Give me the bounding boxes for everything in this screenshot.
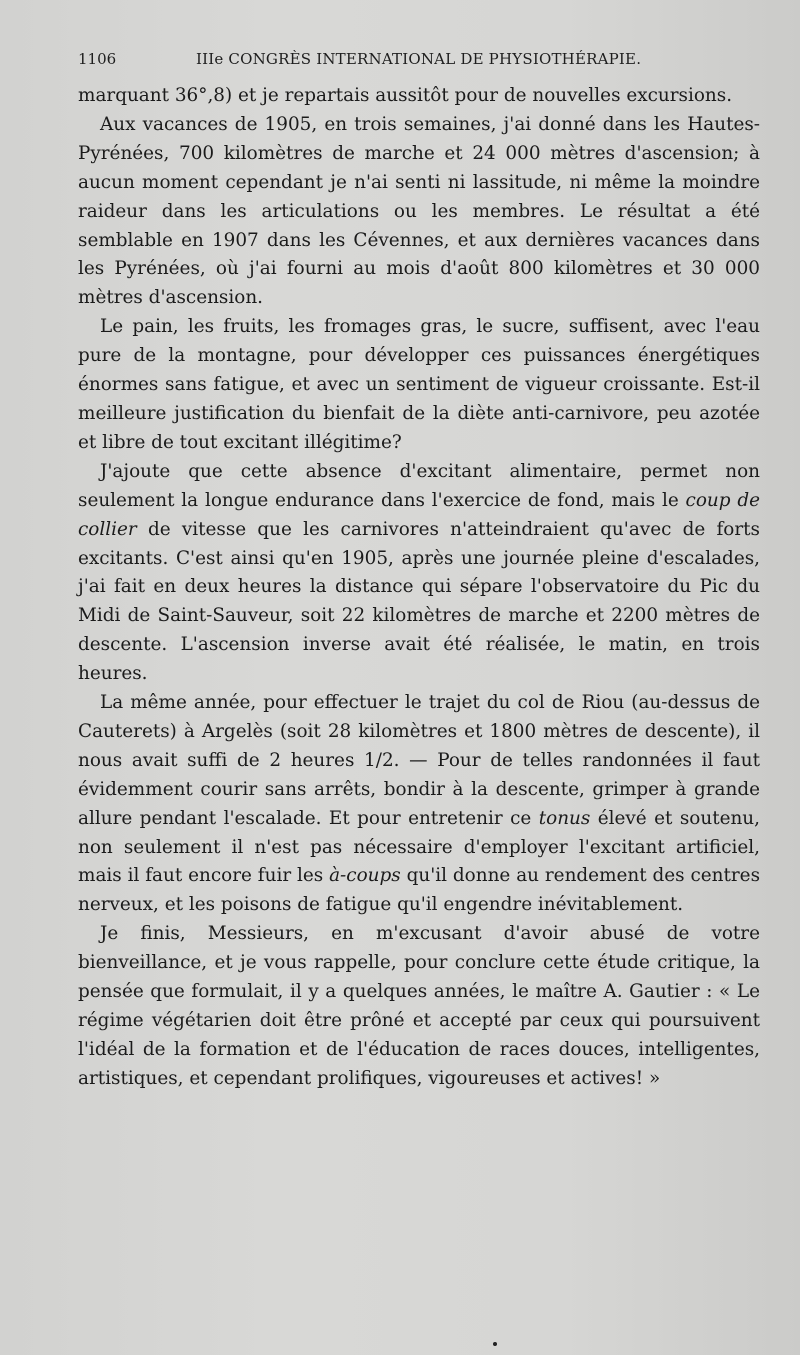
page-header — [78, 50, 758, 74]
paragraph-5 — [78, 689, 760, 920]
paragraph-1-text: marquant 36°,8) et je repartais aussitôt pour de nouvelles excursions. — [78, 85, 733, 106]
paragraph-5-italic-a-coups: à-coups — [329, 865, 401, 887]
paragraph-5-italic-tonus: tonus — [538, 807, 591, 829]
paragraph-6-text: Je finis, Messieurs, en m'excusant d'avoir abusé de votre bienveillance, et je vous rappelle, pour conclure cette étude critique, la pensée que formulait, il y a quelques années, le maître A. Gautier : « Le régime végétarien doit être prôné et accepté par ceux qui poursuivent l'idéal de la formation et de l'éducation de races douces, intelligentes, artistiques, et cependant prolifiques, vigoureuses et actives! » — [78, 923, 760, 1089]
paragraph-5-text-c: qu'il donne au rendement des centres nerveux, et les poisons de fatigue qu'il engendre inévitablement. — [78, 865, 761, 916]
body-text — [78, 82, 760, 1094]
paragraph-2 — [78, 111, 760, 313]
paragraph-4-text-b: de vitesse que les carnivores n'atteindraient qu'avec de forts excitants. C'est ainsi qu'en 1905, après une journée pleine d'escalades, j'ai fait en deux heures la distance qui sépare l'observatoire du Pic du Midi de Saint-Sauveur, soit 22 kilomètres de marche et 2200 mètres de descente. L'ascension inverse avait été réalisée, le matin, en trois heures. — [78, 518, 760, 685]
paragraph-1 — [78, 82, 760, 111]
page-number: 1106 — [78, 50, 117, 68]
paragraph-5-text-a: La même année, pour effectuer le trajet du col de Riou (au-dessus de Cauterets) à Argelès (soit 28 kilomètres et 1800 mètres de descente), il nous avait suffi de 2 heures 1/2. — Pour de telles randonnées il faut évidemment courir sans arrêts, bondir à la descente, grimper à grande allure pendant l'escalade. Et pour entretenir ce — [78, 692, 760, 829]
paragraph-3 — [78, 313, 760, 458]
paragraph-4 — [78, 458, 760, 689]
paragraph-5-text-b: élevé et soutenu, non seulement il n'est pas nécessaire d'employer l'excitant artificiel, mais il faut encore fuir les — [78, 807, 761, 887]
running-head: IIIe CONGRÈS INTERNATIONAL DE PHYSIOTHÉRAPIE. — [196, 50, 642, 68]
paragraph-4-text-a: J'ajoute que cette absence d'excitant alimentaire, permet non seulement la longue endurance dans l'exercice de fond, mais le — [78, 460, 760, 511]
paragraph-4-italic-coup-de-collier: coup de collier — [78, 489, 760, 540]
paragraph-6 — [78, 920, 760, 1093]
printing-speck — [493, 1342, 497, 1346]
paragraph-2-text: Aux vacances de 1905, en trois semaines, j'ai donné dans les Hautes-Pyrénées, 700 kilomètres de marche et 24 000 mètres d'ascension; à aucun moment cependant je n'ai senti ni lassitude, ni même la moindre raideur dans les articulations ou les membres. Le résultat a été semblable en 1907 dans les Cévennes, et aux dernières vacances dans les Pyrénées, où j'ai fourni au mois d'août 800 kilomètres et 30 000 mètres d'ascension. — [78, 113, 760, 309]
paragraph-3-text: Le pain, les fruits, les fromages gras, le sucre, suffisent, avec l'eau pure de la montagne, pour développer ces puissances énergétiques énormes sans fatigue, et avec un sentiment de vigueur croissante. Est-il meilleure justification du bienfait de la diète anti-carnivore, peu azotée et libre de tout excitant illégitime? — [78, 316, 760, 453]
